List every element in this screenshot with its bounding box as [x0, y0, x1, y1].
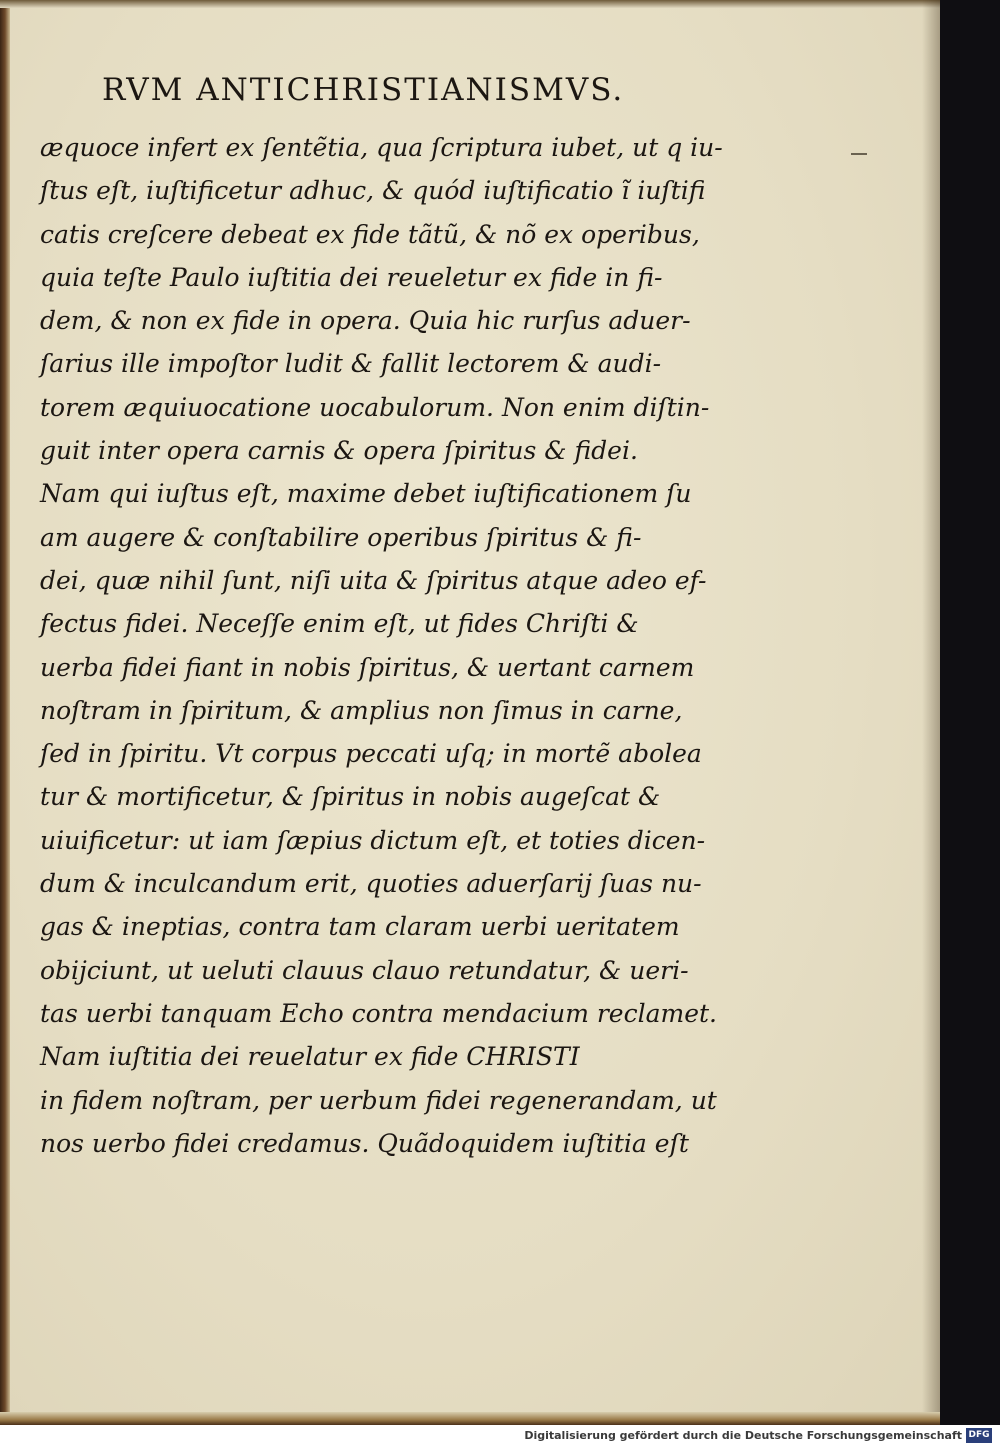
text-line: uerba fidei fiant in nobis ſpiritus, & uertant carnem: [40, 652, 695, 682]
funding-credit: Digitalisierung gefördert durch die Deutsche Forschungsgemeinschaft: [524, 1429, 962, 1442]
text-line: ſtus eſt, iuſtificetur adhuc, & quód iuſtificatio ĩ iuſtifi: [40, 176, 706, 206]
text-line: catis creſcere debeat ex fide tãtũ, & nõ ex operibus,: [40, 219, 700, 249]
text-line: dem, & non ex fide in opera. Quia hic rurſus aduer-: [40, 306, 691, 336]
text-line: torem æquiuocatione uocabulorum. Non enim diſtin-: [40, 392, 710, 422]
text-line: Nam iuſtitia dei reuelatur ex fide CHRISTI: [40, 1042, 580, 1072]
text-line: Nam qui iuſtus eſt, maxime debet iuſtificationem ſu: [40, 479, 692, 509]
dfg-logo-icon: DFG: [966, 1428, 992, 1443]
text-line: in fidem noſtram, per uerbum fidei regenerandam, ut: [40, 1085, 717, 1115]
text-line: uiuificetur: ut iam ſæpius dictum eſt, et toties dicen-: [40, 825, 706, 855]
text-line: am augere & conſtabilire operibus ſpiritus & fi-: [40, 522, 642, 552]
text-line: dum & inculcandum erit, quoties aduerſarij ſuas nu-: [40, 869, 702, 899]
page-bottom-edge: [0, 1412, 940, 1425]
text-line: tas uerbi tanquam Echo contra mendacium reclamet.: [40, 998, 717, 1028]
text-line: obijciunt, ut ueluti clauus clauo retundatur, & ueri-: [40, 955, 689, 985]
text-line: ſed in ſpiritu. Vt corpus peccati uſq; in mortẽ abolea: [40, 739, 702, 769]
body-text: [40, 126, 740, 1165]
page-spine-edge: [0, 0, 10, 1425]
text-line: guit inter opera carnis & opera ſpiritus & fidei.: [40, 436, 638, 466]
text-line: gas & ineptias, contra tam claram uerbi ueritatem: [40, 912, 680, 942]
margin-mark: [851, 153, 867, 155]
text-line: tur & mortificetur, & ſpiritus in nobis augeſcat &: [40, 782, 661, 812]
text-line: quia teſte Paulo iuſtitia dei reueletur ex fide in fi-: [40, 262, 663, 292]
text-line: noſtram in ſpiritum, & amplius non ſimus in carne,: [40, 695, 683, 725]
page-right-shadow: [922, 0, 940, 1425]
text-line: nos uerbo fidei credamus. Quãdoquidem iuſtitia eſt: [40, 1128, 689, 1158]
text-line: ſarius ille impoſtor ludit & fallit lectorem & audi-: [40, 349, 662, 379]
page-top-edge: [0, 0, 940, 8]
running-head: RVM ANTICHRISTIANISMVS.: [102, 72, 625, 108]
text-line: dei, quæ nihil ſunt, niſi uita & ſpiritus atque adeo ef-: [40, 565, 707, 595]
text-line: fectus fidei. Neceſſe enim eſt, ut fides Chriſti &: [40, 609, 639, 639]
text-line: æquoce infert ex ſentẽtia, qua ſcriptura iubet, ut q iu-: [40, 133, 723, 162]
